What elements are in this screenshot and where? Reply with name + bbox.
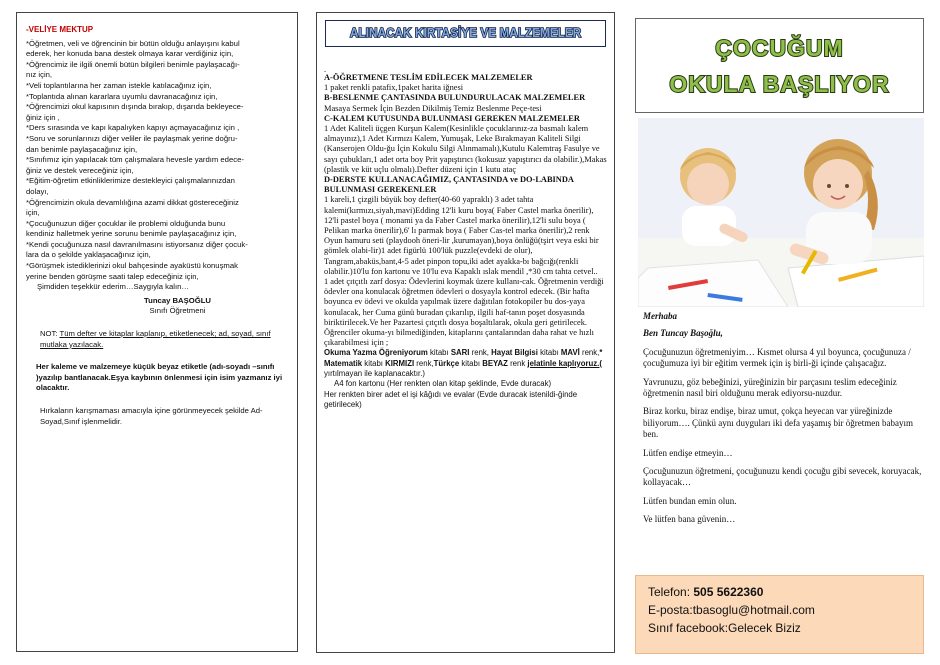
book-name: Hayat Bilgisi: [491, 348, 538, 358]
letter-paragraph: Çocuğunuzun öğretmeni, çocuğunuzu kendi çocuğu gibi sevecek, koruyacak, kollayacak…: [643, 466, 922, 488]
carton-line-2: Her renkten birer adet el işi kâğıdı ve evalar (Evde duracak istenildi-ğinde getirilecek): [324, 389, 578, 409]
section-c-text: 1 Adet Kaliteli üçgen Kurşun Kalem(Kesinlikle çocuklarınız-za basmalı kalem almayınız),1 Adet Kırmızı Kalem, Yumuşak, Leke Bırakmayan Kaliteli Silgi (Kanserojen Oldu-ğu İçin Kokulu Silgi Alınmamalı),Kutulu Kalemtraş Fasulye ve sayı çubukları,1 adet orta boy Prit yapıştırıcı (kokusuz yapıştırıcı da olabilir.),Makas (plastik ve küt uçlu olmalı).Defter düzeni için 1 kutu ataç: [324, 124, 607, 174]
book-color: BEYAZ: [482, 358, 508, 368]
letter-line: lara da o şekilde yaklaşacağınız için,: [26, 250, 151, 260]
book-color: KIRMIZI: [385, 358, 415, 368]
book-name: Türkçe: [433, 358, 460, 368]
letter-line: *Görüşmek istediklerinizi okul bahçesinde ayaküstü konuşmak: [26, 261, 238, 271]
letter-line: *Kendi çocuğunuza nasıl davranılmasını istiyorsanız diğer çocuk-: [26, 239, 248, 249]
letter-heading: -VELİYE MEKTUP: [26, 25, 94, 34]
book-text: renk,: [469, 348, 492, 358]
email-line: E-posta:tbasoglu@hotmail.com: [648, 603, 815, 617]
supplies-panel: [316, 12, 615, 653]
book-name: * Matematik: [324, 348, 603, 368]
brochure-title-line-2: OKULA BAŞLIYOR: [669, 71, 890, 97]
teacher-intro: Ben Tuncay Başoğlu,: [643, 328, 723, 339]
note-prefix: NOT:: [40, 329, 60, 339]
book-text: kitabı: [459, 358, 483, 368]
letter-paragraph: Lütfen bundan emin olun.: [643, 495, 737, 506]
letter-line: *Toplantıda alınan kararlara uyumlu davranacağınız için,: [26, 91, 218, 101]
cardigan-instruction: Hırkaların karışmaması amacıyla içine görünmeyecek şekilde Ad-Soyad,Sınıf işlenmelidir.: [40, 406, 263, 426]
section-c-heading: C-KALEM KUTUSUNDA BULUNMASI GEREKEN MALZEMELER: [324, 113, 580, 123]
book-cover-note: jelatinle kaplıyoruz.(: [527, 358, 602, 368]
letter-line: *Öğrencimizi okul kapısının dışında bırakıp, dışarıda bekleyece-: [26, 102, 244, 112]
book-text: kitabı: [362, 358, 386, 368]
letter-line: *Sınıfımız için yapılacak tüm çalışmalara hevesle yardım edece-: [26, 155, 244, 165]
letter-line: *Öğrencimizin okula devamlılığına azami dikkat göstereceğiniz: [26, 197, 239, 207]
letter-paragraph: Biraz korku, biraz endişe, biraz umut, çokça heyecan var yüreğinizde biliyorum…. Çünkü aynı duyguları iki defa yaşamış bir öğretmen babayım ben.: [643, 406, 913, 440]
folder-text: 1 adet çıtçıtlı zarf dosya: Ödevlerini koymak üzere kullanı-cak. Öğretmenin verdiği ödevler ona konulacak öğretmen ödevleri o dosyayla kontrol edecek. (Bir hafta boyunca ev ödevi ve okulda yapılmak üzere dağıtılan fotokopiler bu dos-yaya konulacak, her Cuma günü buradan çıkarılıp, ilgili haf-tanın poşet dosyasında biriktirilecek.Ve her Pazartesi çıtçıtlı dosya boşaltılarak, okula geri getirilecek. Öğrenciler okuma-yı bilmediğinden, kitaplarını çantalarından daha rahat ve hızlı çıkarabilmesi için ;: [324, 277, 604, 348]
book-colors: [324, 348, 609, 379]
greeting: Merhaba: [643, 311, 678, 321]
letter-line: dan benimle paylaşacağınız için,: [26, 144, 138, 154]
parent-letter-panel: [16, 12, 298, 652]
letter-line: *Öğrencimiz ile ilgili önemli bütün bilgileri benimle paylaşacağı-: [26, 59, 240, 69]
letter-line: *Veli toplantılarına her zaman istekle katılacağınız için,: [26, 80, 212, 90]
letter-line: dolayı,: [26, 186, 49, 196]
section-b-heading: B-BESLENME ÇANTASINDA BULUNDURULACAK MALZEMELER: [324, 93, 586, 103]
letter-thanks: Şimdiden teşekkür ederim…Saygıyla kalın…: [37, 282, 190, 292]
carton-line-1: A4 fon kartonu (Her renkten olan kitap şeklinde, Evde duracak): [334, 379, 552, 389]
children-drawing-illustration: [638, 118, 924, 307]
letter-paragraph: Ve lütfen bana güvenin…: [643, 514, 736, 525]
book-color: MAVİ: [560, 348, 580, 358]
section-d-heading: D-DERSTE KULLANACAĞIMIZ, ÇANTASINDA ve DO-LABINDA BULUNMASI GEREKENLER: [324, 175, 574, 195]
book-text: renk,: [579, 348, 600, 358]
letter-line: *Çocuğunuzun diğer çocuklar ile problemi olduğunda bunu: [26, 218, 226, 228]
brochure-title-box: [635, 18, 924, 113]
letter-body: [26, 39, 289, 293]
book-text: kitabı: [537, 348, 561, 358]
dot-marker: .: [324, 65, 327, 74]
supplies-title-box: [325, 20, 606, 47]
section-d-text: 1 kareli,1 çizgili büyük boy defter(40-60 yapraklı) 3 adet tahta kalemi(kırmızı,siyah,mavi)Edding 12'li kuru boya( Faber Castel marka önerilir), 12'li pastel boya ( monami ya da Faber Castel marka önerilir),12'li sulu boya ( Pelikan marka önerilir),6' lı parmak boya ( Faber Cas-tel marka önerilir),2 renk Oyun hamuru seti (playdooh öneri-lir ,kurumayan),boya önlüğü(tşirt veya eski bir gömlek olabi-lir)1 adet figürlü 100'lük puzzle(evdeki de olur), Tangram,abaküs,bant,4-5 adet pinpon topu,iki adet ayakka-bı bağcığı(renkli olabilir.)10'lu fon kartonu ve 10'lu eva Kapaklı ıslak mendil ,*30 cm tahta cetvel..: [324, 195, 599, 276]
letter-line: ederek, her konuda bana destek olmaya karar verdiğiniz için,: [26, 49, 234, 59]
phone-label: Telefon:: [648, 585, 694, 599]
teacher-title: Sınıfı Öğretmeni: [149, 306, 206, 316]
supplies-title: ALINACAK KIRTASİYE VE MALZEMELER: [349, 26, 582, 41]
letter-line: nız için,: [26, 70, 53, 80]
letter-line: *Soru ve sorunlarınızı diğer veliler ile paylaşmak yerine doğru-: [26, 133, 238, 143]
facebook-line: Sınıf facebook:Gelecek Biziz: [648, 621, 801, 635]
letter-line: için,: [26, 208, 40, 218]
section-a-text: 1 paket renkli patafix,1paket harita iğnesi: [324, 83, 464, 93]
contact-box: [635, 575, 924, 654]
section-b-text: Masaya Sermek İçin Bezden Dikilmiş Temiz Beslenme Peçe-tesi: [324, 103, 542, 113]
letter-paragraph: Çocuğunuzun öğretmeniyim… Kısmet olursa 4 yıl boyunca, çocuğunuza / çocuğumuza iyi bir eğitim vermek için iş birli-ği içinde çalışacağız.: [643, 346, 911, 369]
book-text: kitabı: [427, 348, 451, 358]
book-name: Okuma Yazma Öğreniyorum: [324, 348, 428, 358]
teacher-letter: [643, 311, 928, 533]
brochure-title-line-1: ÇOCUĞUM: [715, 35, 844, 61]
letter-paragraph: Yavrunuzu, göz bebeğinizi, yüreğinizin bir parçasını teslim edeceğiniz öğretmenin nasıl biri olduğunu merak ediyorsu-nuzdur.: [643, 376, 897, 399]
phone-number: 505 5622360: [693, 585, 764, 599]
teacher-name: Tuncay BAŞOĞLU: [144, 295, 211, 305]
letter-line: ğiniz için ,: [26, 112, 60, 122]
book-text: renk: [507, 358, 528, 368]
book-color: SARI: [450, 348, 470, 358]
letter-line: *Eğitim-öğretim etkinliklerimize destekleyici çalışmalarınızdan: [26, 176, 235, 186]
letter-line: *Öğretmen, veli ve öğrencinin bir bütün olduğu anlayışını kabul: [26, 38, 240, 48]
phone-line: [648, 583, 923, 601]
section-a-heading: A-ÖĞRETMENE TESLİM EDİLECEK MALZEMELER: [324, 73, 533, 82]
note-paragraph: [26, 329, 289, 350]
letter-line: ğiniz ve destek vereceğiniz için,: [26, 165, 134, 175]
supplies-body: [324, 67, 609, 410]
label-instruction: Her kaleme ve malzemeye küçük beyaz etiketle (adı-soyadı –sınıfı )yazılıp bantlanacak.Eşya kaybının önlenmesi için isim yazmanız iyi olacaktır.: [36, 362, 283, 393]
book-text: renk,: [414, 358, 434, 368]
children-drawing-photo: [638, 118, 924, 307]
letter-line: *Ders sırasında ve kapı kapalıyken kapıyı açmayacağınız için ,: [26, 123, 240, 133]
signature-block: [26, 296, 289, 317]
letter-line: yerine benden görüşme saati talep edeceğiniz için,: [26, 271, 199, 281]
letter-paragraph: Lütfen endişe etmeyin…: [643, 447, 733, 458]
letter-line: kendiniz halletmek yerine sorunu benimle paylaşacağınız için,: [26, 229, 237, 239]
note-text: Tüm defter ve kitaplar kaplanıp, etiketlenecek; ad, soyad, sınıf mutlaka yazılacak.: [40, 329, 271, 349]
book-text: yırtılmayan ile kaplanacaktır.): [324, 369, 425, 379]
